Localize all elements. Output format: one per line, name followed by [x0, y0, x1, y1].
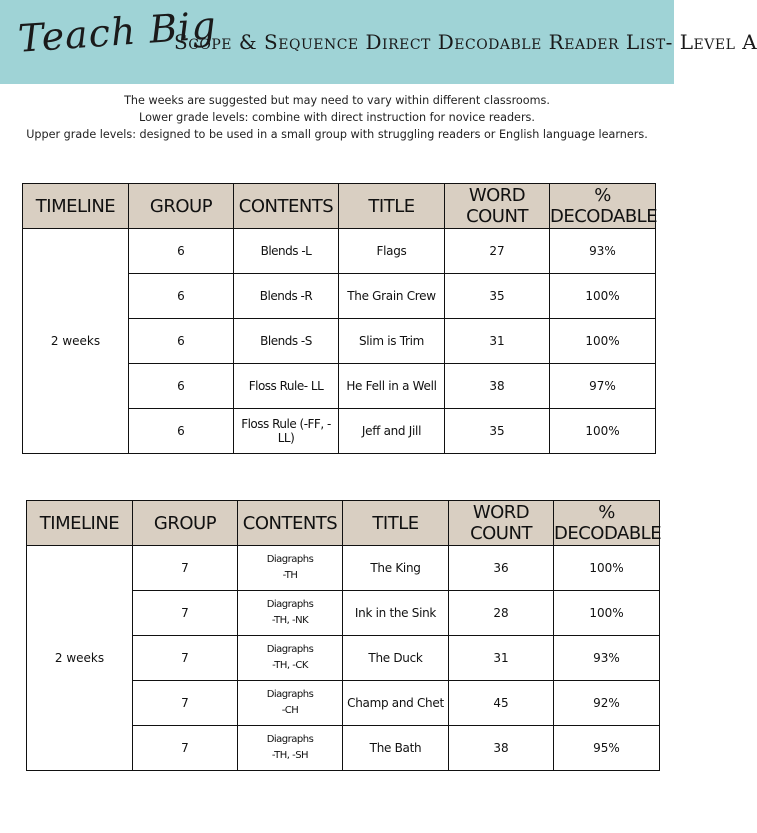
header-banner	[0, 0, 757, 84]
group-cell: 7	[133, 726, 238, 771]
intro-text	[0, 92, 674, 143]
contents-cell	[238, 546, 343, 591]
title-cell: Slim is Trim	[339, 319, 445, 364]
word-count-cell: 38	[449, 726, 554, 771]
column-header-group: GROUP	[129, 184, 234, 229]
column-header-contents: CONTENTS	[238, 501, 343, 546]
contents-detail: -TH, -NK	[271, 615, 309, 626]
decodable-cell: 100%	[550, 409, 656, 454]
timeline-cell: 2 weeks	[23, 229, 129, 454]
contents-cell: Blends -S	[234, 319, 339, 364]
intro-line: Lower grade levels: combine with direct instruction for novice readers.	[139, 111, 535, 124]
contents-cell	[238, 681, 343, 726]
group-cell: 6	[129, 409, 234, 454]
contents-cell	[238, 636, 343, 681]
title-cell: Champ and Chet	[343, 681, 449, 726]
contents-heading: Diagraphs	[266, 644, 314, 655]
table-header-row	[27, 501, 660, 546]
word-count-cell: 27	[445, 229, 550, 274]
contents-cell	[238, 591, 343, 636]
brand-logo: Teach Big	[16, 3, 219, 61]
column-header-word-count: WORD COUNT	[445, 184, 550, 229]
contents-heading: Diagraphs	[266, 734, 314, 745]
contents-heading: Diagraphs	[266, 689, 314, 700]
decodable-cell: 92%	[554, 681, 660, 726]
group-cell: 7	[133, 681, 238, 726]
contents-detail: -TH, -CK	[272, 660, 308, 671]
group-cell: 6	[129, 274, 234, 319]
contents-detail: -CH	[281, 705, 299, 716]
title-cell: He Fell in a Well	[339, 364, 445, 409]
group-cell: 7	[133, 546, 238, 591]
contents-cell: Floss Rule- LL	[234, 364, 339, 409]
column-header-title: TITLE	[339, 184, 445, 229]
decodable-cell: 100%	[554, 546, 660, 591]
word-count-cell: 38	[445, 364, 550, 409]
column-header-title: TITLE	[343, 501, 449, 546]
table-header-row	[23, 184, 656, 229]
decodable-cell: 97%	[550, 364, 656, 409]
timeline-cell: 2 weeks	[27, 546, 133, 771]
word-count-cell: 45	[449, 681, 554, 726]
title-cell: Ink in the Sink	[343, 591, 449, 636]
contents-cell: Blends -R	[234, 274, 339, 319]
word-count-cell: 31	[445, 319, 550, 364]
title-cell: The Grain Crew	[339, 274, 445, 319]
title-cell: Jeff and Jill	[339, 409, 445, 454]
decodable-cell: 93%	[554, 636, 660, 681]
decodable-cell: 100%	[550, 274, 656, 319]
decodable-cell: 100%	[554, 591, 660, 636]
column-header-decodable: % DECODABLE	[550, 185, 658, 227]
contents-cell: Floss Rule (-FF, -LL)	[234, 409, 339, 454]
page-title: Scope & Sequence Direct Decodable Reader List- Level A	[174, 30, 757, 54]
decodable-cell: 100%	[550, 319, 656, 364]
intro-line: Upper grade levels: designed to be used in a small group with struggling readers or English language learners.	[26, 128, 648, 141]
column-header-decodable: % DECODABLE	[554, 502, 662, 544]
contents-cell	[238, 726, 343, 771]
title-cell: The Duck	[343, 636, 449, 681]
group-cell: 7	[133, 591, 238, 636]
column-header-timeline: TIMELINE	[23, 184, 129, 229]
table-row	[23, 229, 656, 274]
group-cell: 6	[129, 364, 234, 409]
group-cell: 6	[129, 229, 234, 274]
column-header-group: GROUP	[133, 501, 238, 546]
group-cell: 6	[129, 319, 234, 364]
table-row	[27, 546, 660, 591]
title-cell: Flags	[339, 229, 445, 274]
schedule-table-group-6	[22, 183, 656, 454]
title-cell: The King	[343, 546, 449, 591]
contents-cell: Blends -L	[234, 229, 339, 274]
column-header-word-count: WORD COUNT	[449, 501, 554, 546]
contents-detail: -TH	[282, 570, 298, 581]
decodable-cell: 93%	[550, 229, 656, 274]
column-header-timeline: TIMELINE	[27, 501, 133, 546]
title-cell: The Bath	[343, 726, 449, 771]
schedule-table-group-7	[26, 500, 660, 771]
word-count-cell: 36	[449, 546, 554, 591]
contents-detail: -TH, -SH	[271, 750, 309, 761]
column-header-contents: CONTENTS	[234, 184, 339, 229]
contents-heading: Diagraphs	[266, 599, 314, 610]
contents-heading: Diagraphs	[266, 554, 314, 565]
intro-line: The weeks are suggested but may need to vary within different classrooms.	[124, 94, 550, 107]
word-count-cell: 35	[445, 274, 550, 319]
decodable-cell: 95%	[554, 726, 660, 771]
word-count-cell: 31	[449, 636, 554, 681]
word-count-cell: 35	[445, 409, 550, 454]
word-count-cell: 28	[449, 591, 554, 636]
group-cell: 7	[133, 636, 238, 681]
